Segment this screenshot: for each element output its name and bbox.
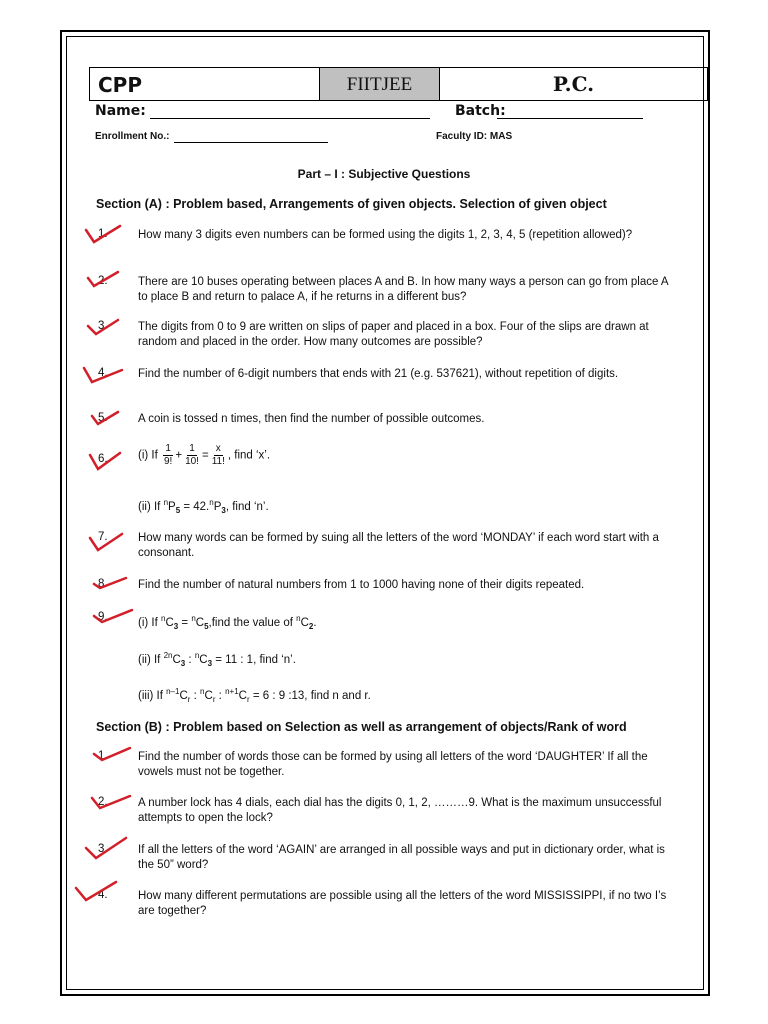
question-number: 2.: [98, 796, 108, 808]
question-b2: A number lock has 4 dials, each dial has the digits 0, 1, 2, ………9. What is the maximum unsuccessful attempts to open the lock?: [138, 797, 662, 824]
section-a-title: Section (A) : Problem based, Arrangements of given objects. Selection of given object: [96, 197, 607, 211]
question-number: 1.: [98, 750, 108, 762]
faculty-id: Faculty ID: MAS: [436, 131, 513, 142]
header-cpp: CPP: [90, 68, 320, 100]
part-title: Part – I : Subjective Questions: [297, 167, 471, 181]
check-mark-icon: [88, 604, 134, 630]
question-a5: A coin is tossed n times, then find the number of possible outcomes.: [138, 413, 485, 425]
name-field[interactable]: [150, 118, 430, 119]
question-a8: Find the number of natural numbers from 1 to 1000 having none of their digits repeated.: [138, 579, 585, 591]
question-b1: Find the number of words those can be formed by using all letters of the word ‘DAUGHTER’ If all the vowels must not be together.: [138, 751, 648, 778]
question-a7: How many words can be formed by suing all the letters of the word ‘MONDAY’ if each word start with a consonant.: [138, 532, 659, 559]
question-a4: Find the number of 6-digit numbers that ends with 21 (e.g. 537621), without repetition of digits.: [138, 368, 619, 380]
name-label: Name:: [95, 103, 146, 119]
question-number: 9.: [98, 611, 108, 623]
question-a6-ii: (ii) If $^nP_5 = 42.^nP_3$, find ‘n’.: [138, 498, 269, 516]
question-a9-iii: (iii) If $^{n-1}C_r$ : $^nC_r$ : $^{n+1}C_r = 6$ : 9 :13, find n and r.: [138, 687, 371, 705]
enrollment-label: Enrollment No.:: [95, 131, 170, 142]
section-b-title: Section (B) : Problem based on Selection as well as arrangement of objects/Rank of word: [96, 720, 627, 734]
question-a9-ii: (ii) If $^{2n}C_3$ : $^nC_3 = 11$ : 1, find ‘n’.: [138, 651, 296, 669]
header-table: [89, 67, 708, 101]
enrollment-field[interactable]: [174, 142, 328, 143]
question-number: 2.: [98, 275, 108, 287]
question-number: 4.: [98, 367, 108, 379]
batch-label: Batch:: [455, 103, 506, 119]
batch-field[interactable]: [497, 118, 643, 119]
question-number: 5.: [98, 412, 108, 424]
question-a3: The digits from 0 to 9 are written on slips of paper and placed in a box. Four of the slips are drawn at random and placed in the order. How many outcomes are possible?: [138, 321, 649, 348]
question-a6-i: (i) If $\frac{1}{9!}$ + $\frac{1}{10!}$ = $\frac{x}{11!}$ , find ‘x’.: [138, 443, 271, 467]
question-number: 8.: [98, 578, 108, 590]
check-mark-icon: [86, 406, 122, 430]
check-mark-icon: [88, 742, 134, 768]
question-b4: How many different permutations are possible using all the letters of the word MISSISSIPPI, if no two I’s are together?: [138, 890, 667, 917]
question-number: 3.: [98, 320, 108, 332]
check-mark-icon: [80, 222, 124, 248]
check-mark-icon: [88, 572, 128, 594]
question-number: 7.: [98, 531, 108, 543]
check-mark-icon: [82, 268, 122, 292]
check-mark-icon: [78, 362, 126, 388]
question-number: 1.: [98, 228, 108, 240]
check-mark-icon: [70, 878, 120, 906]
header-fiitjee: FIITJEE: [320, 68, 440, 100]
header-pc: P.C.: [552, 72, 595, 96]
question-b3: If all the letters of the word ‘AGAIN’ are arranged in all possible ways and put in dictionary order, what is the 50” word?: [138, 844, 665, 871]
check-mark-icon: [84, 528, 124, 556]
question-a9-i: (i) If $^nC_3$ = $^nC_5,find$ the value of $^nC_2$.: [138, 614, 317, 632]
question-number: 4.: [98, 889, 108, 901]
question-a2: There are 10 buses operating between places A and B. In how many ways a person can go from place A to place B and return to palace A, if he returns in a different bus?: [138, 276, 668, 303]
question-a1: How many 3 digits even numbers can be formed using the digits 1, 2, 3, 4, 5 (repetition allowed)?: [138, 229, 633, 241]
check-mark-icon: [80, 834, 130, 864]
question-number: 3.: [98, 843, 108, 855]
check-mark-icon: [82, 314, 122, 340]
check-mark-icon: [84, 447, 124, 475]
question-number: 6.: [98, 453, 108, 465]
check-mark-icon: [86, 788, 132, 816]
